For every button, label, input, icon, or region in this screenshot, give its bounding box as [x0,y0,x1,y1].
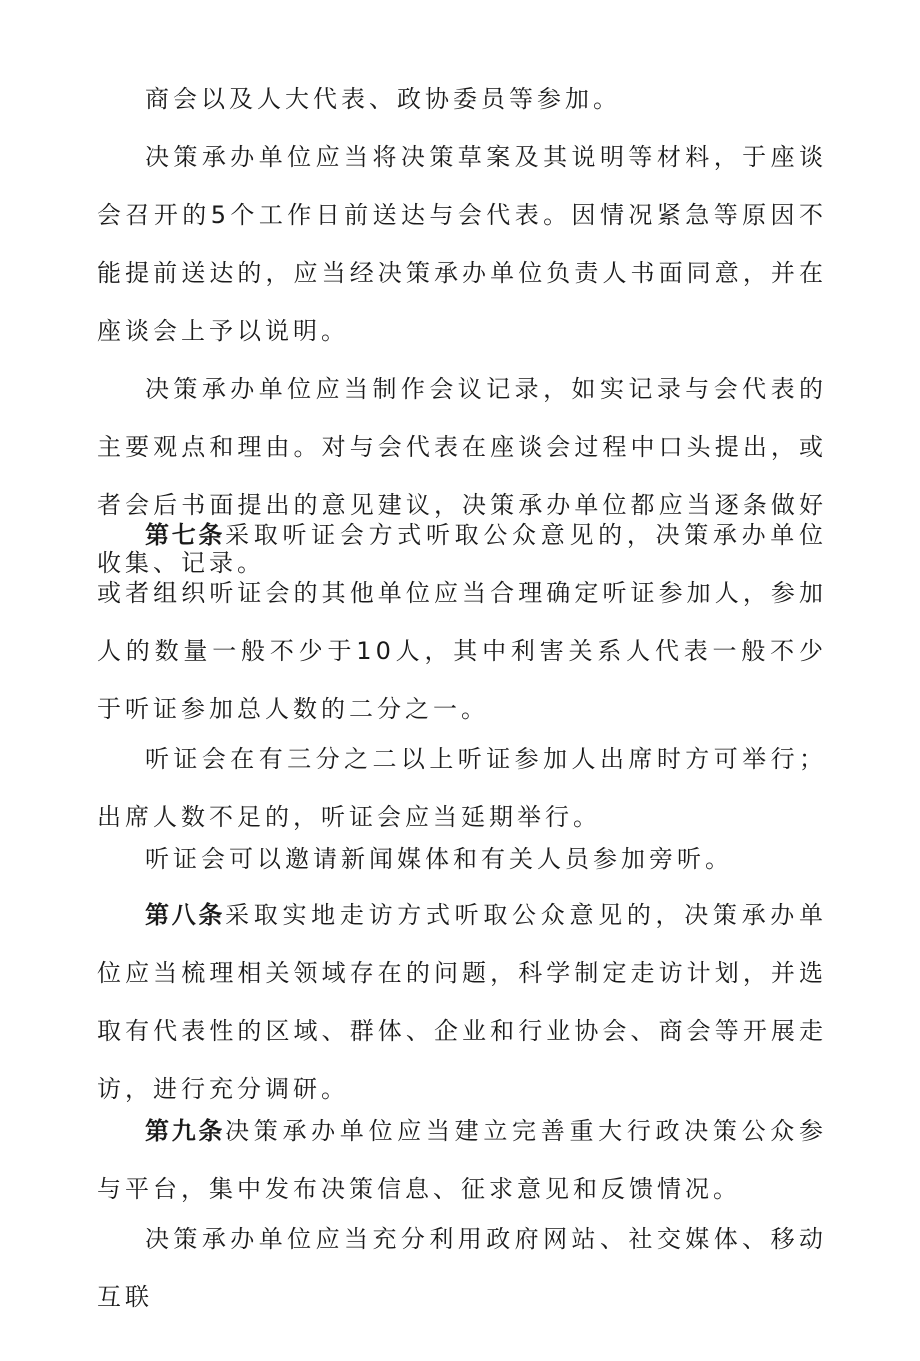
article-number: 第八条 [145,901,226,929]
paragraph [97,830,827,888]
paragraph [97,70,827,128]
article-paragraph [97,886,827,1118]
paragraph [97,128,827,360]
paragraph-text: 采取听证会方式听取公众意见的，决策承办单位或者组织听证会的其他单位应当合理确定听证参加人，参加人的数量一般不少于10人，其中利害关系人代表一般不少于听证参加总人数的二分之一。 [97,521,828,723]
paragraph-text: 决策承办单位应当制作会议记录，如实记录与会代表的主要观点和理由。对与会代表在座谈会过程中口头提出，或者会后书面提出的意见建议，决策承办单位都应当逐条做好收集、记录。 [97,375,827,577]
paragraph-text: 决策承办单位应当建立完善重大行政决策公众参与平台，集中发布决策信息、征求意见和反馈情况。 [97,1117,828,1203]
article-paragraph [97,506,827,738]
paragraph-text: 听证会可以邀请新闻媒体和有关人员参加旁听。 [145,845,733,873]
article-paragraph [97,1102,827,1218]
paragraph-text: 采取实地走访方式听取公众意见的，决策承办单位应当梳理相关领域存在的问题，科学制定走访计划，并选取有代表性的区域、群体、企业和行业协会、商会等开展走访，进行充分调研。 [97,901,828,1103]
paragraph-text: 决策承办单位应当充分利用政府网站、社交媒体、移动互联 [97,1225,827,1311]
paragraph-text: 决策承办单位应当将决策草案及其说明等材料，于座谈会召开的5个工作日前送达与会代表。因情况紧急等原因不能提前送达的，应当经决策承办单位负责人书面同意，并在座谈会上予以说明。 [97,143,827,345]
paragraph-text: 听证会在有三分之二以上听证参加人出席时方可举行；出席人数不足的，听证会应当延期举行。 [97,745,827,831]
article-number: 第九条 [145,1117,226,1145]
paragraph-text: 商会以及人大代表、政协委员等参加。 [145,85,621,113]
paragraph [97,730,827,846]
paragraph [97,1210,827,1326]
article-number: 第七条 [145,521,226,549]
